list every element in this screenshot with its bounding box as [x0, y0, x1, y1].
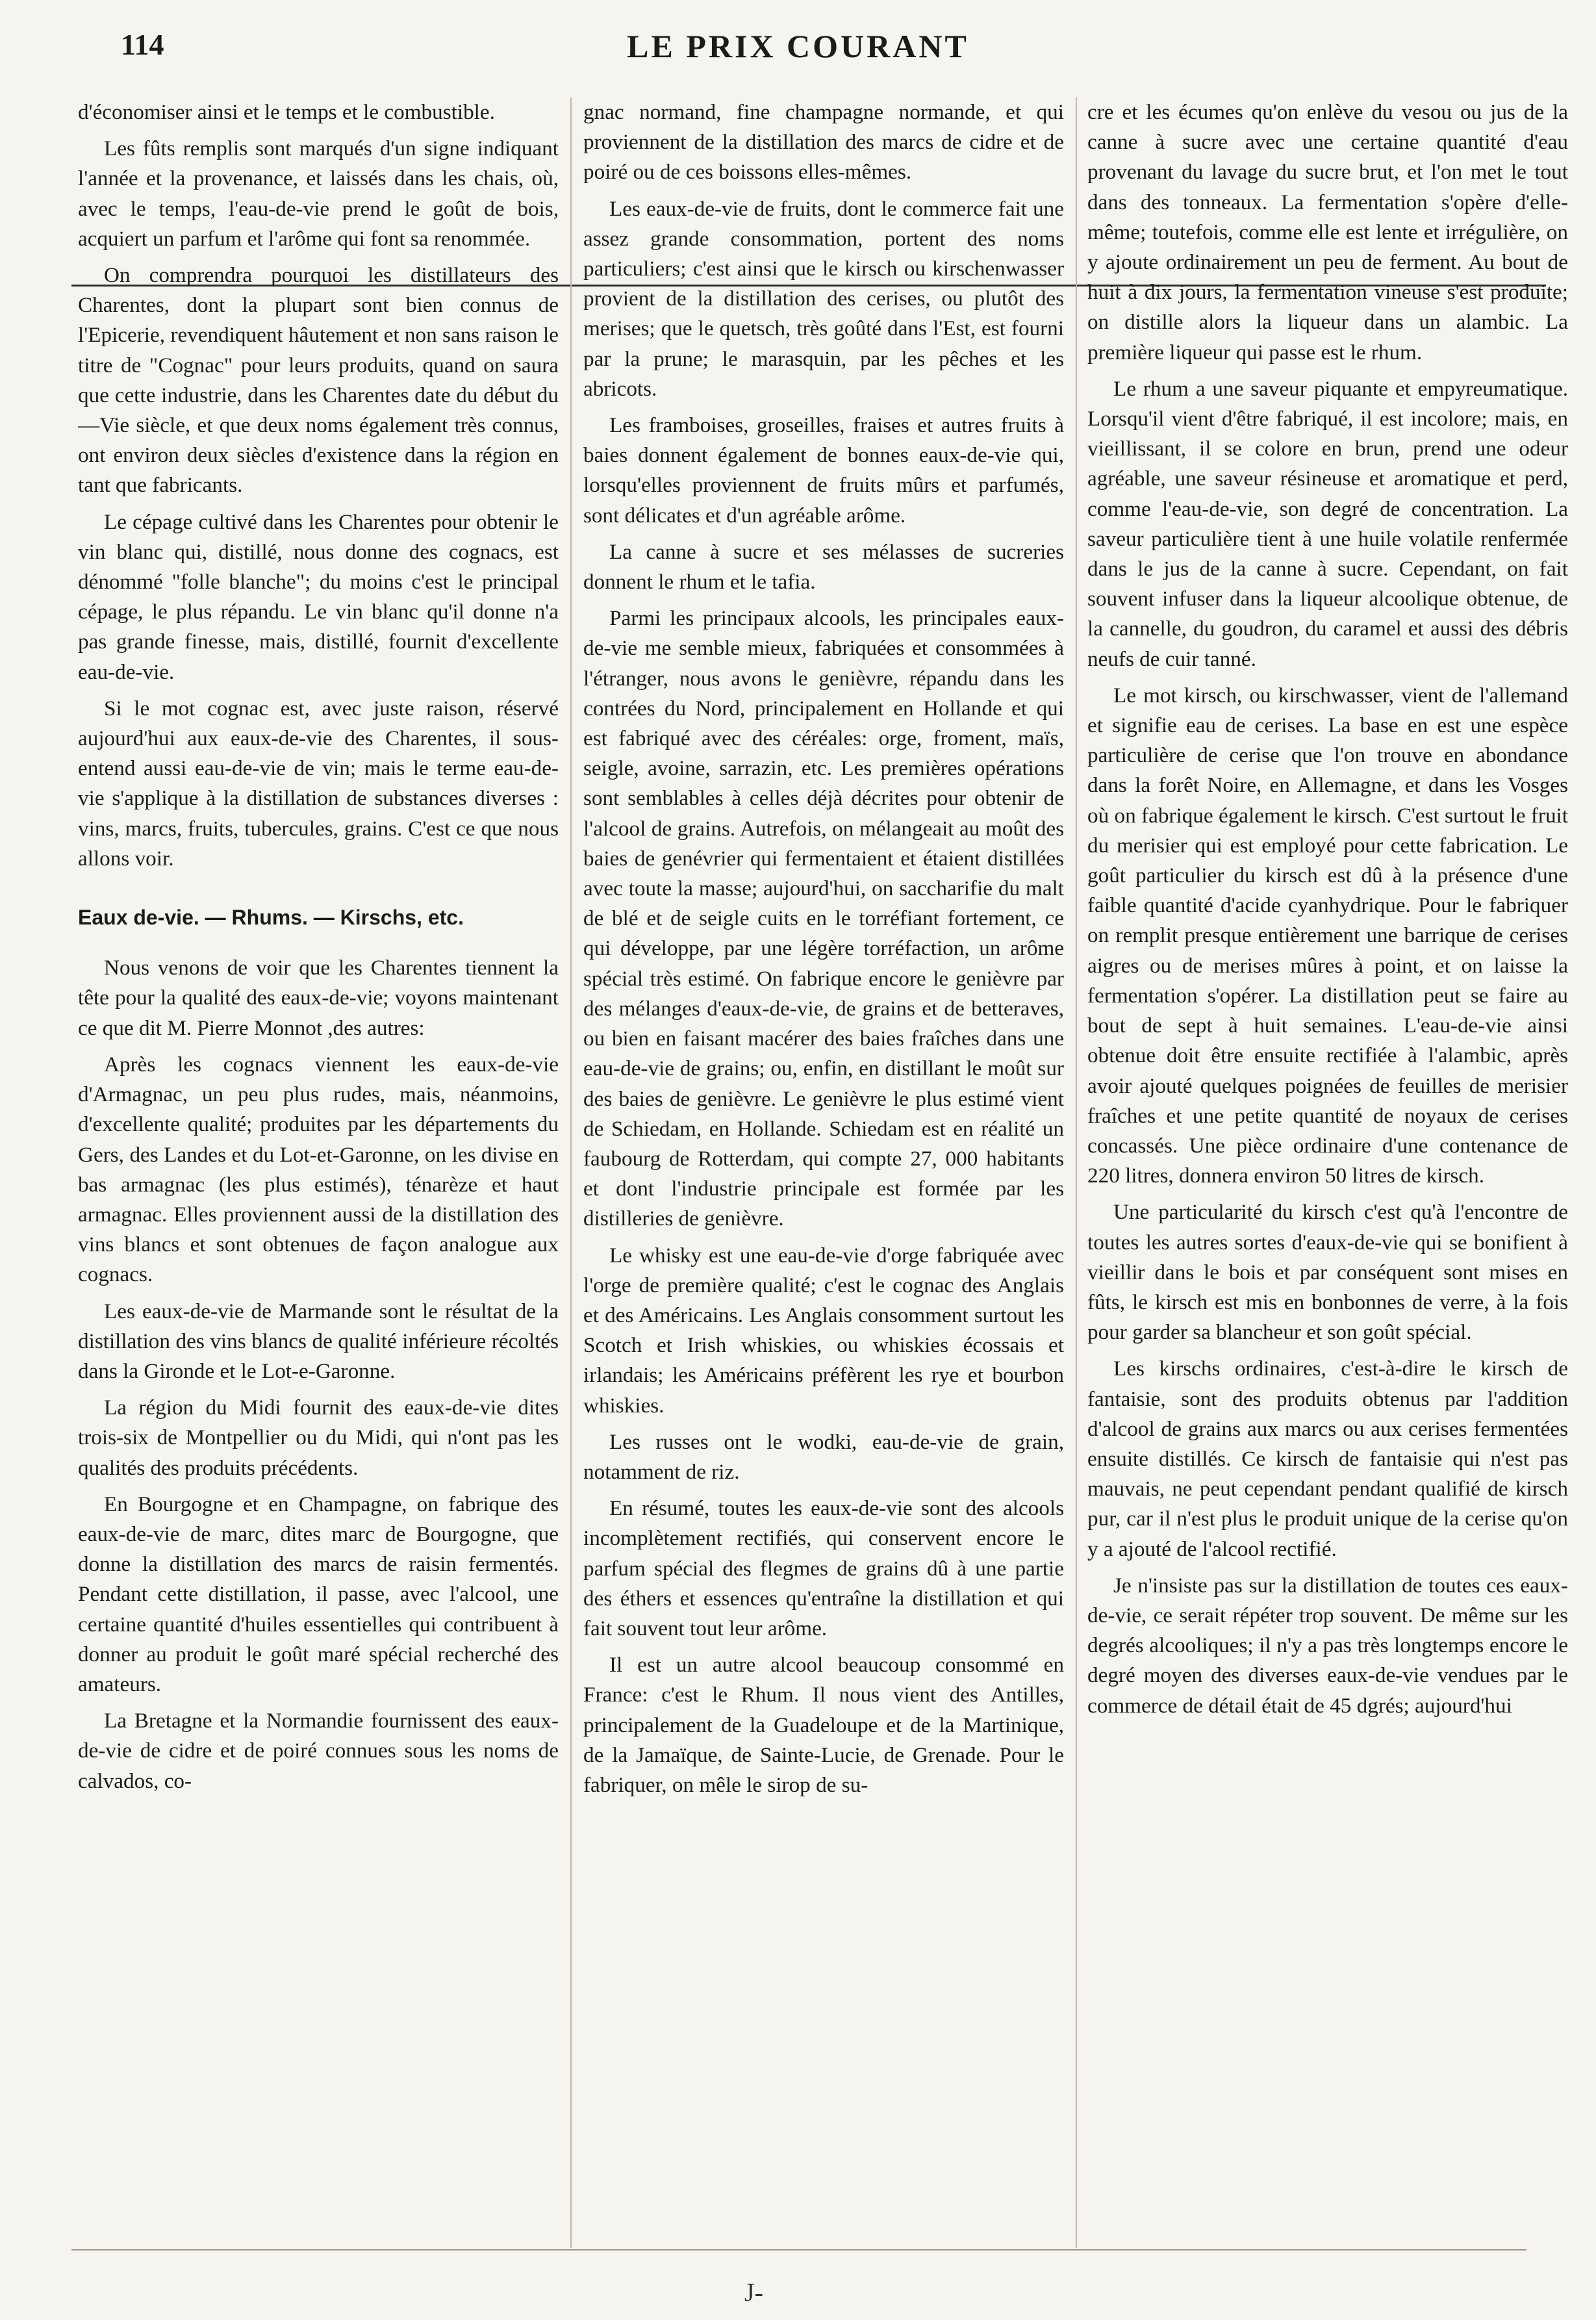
- paragraph: La canne à sucre et ses mélasses de sucreries donnent le rhum et le tafia.: [583, 539, 1064, 594]
- paragraph: Les fûts remplis sont marqués d'un signe indiquant l'année et la provenance, et laissés dans les chais, où, avec le temps, l'eau-de-vie prend le goût de bois, acquiert un parfum et l'arôme qui font sa renommée.: [78, 136, 559, 251]
- page-header: [0, 26, 1596, 84]
- column-2: [583, 97, 1064, 2248]
- section-heading: Eaux de-vie. — Rhums. — Kirschs, etc.: [78, 906, 464, 930]
- paragraph: Le whisky est une eau-de-vie d'orge fabriquée avec l'orge de première qualité; c'est le cognac des Anglais et des Américains. Les Anglais consomment surtout les Scotch et Irish whiskies, ou whiskies écossais et irlandais; les Américains préfèrent les rye et bourbon whiskies.: [583, 1243, 1064, 1418]
- paragraph: Les kirschs ordinaires, c'est-à-dire le kirsch de fantaisie, sont des produits obtenus par l'addition d'alcool de grains aux marcs ou aux cerises fermentées ensuite distillés. Ce kirsch de fantaisie qui n'est pas mauvais, ne peut cependant pendant qualifié de kirsch pur, car il n'est plus le produit unique de la cerise qu'on y a ajouté de l'alcool rectifié.: [1087, 1357, 1568, 1561]
- paragraph: Si le mot cognac est, avec juste raison, réservé aujourd'hui aux eaux-de-vie des Charentes, il sous-entend aussi eau-de-vie de vin; mais le terme eau-de-vie s'applique à la distillation de substances diverses : vins, marcs, fruits, tubercules, grains. C'est ce que nous allons voir.: [78, 696, 559, 871]
- paragraph: Le cépage cultivé dans les Charentes pour obtenir le vin blanc qui, distillé, nous donne des cognacs, est dénommé "folle blanche"; du moins c'est le principal cépage, le plus répandu. Le vin blanc qu'il donne n'a pas grande finesse, mais, distillé, fournit d'excellente eau-de-vie.: [78, 509, 559, 684]
- paragraph: Une particularité du kirsch c'est qu'à l'encontre de toutes les autres sortes d'eaux-de-vie qui se bonifient à vieillir dans le bois et par conséquent sont mises en fûts, le kirsch est mis en bonbonnes de verre, à la fois pour garder sa blancheur et son goût spécial.: [1087, 1200, 1568, 1345]
- column-1: [78, 97, 559, 2248]
- column-3: [1087, 97, 1568, 2248]
- paragraph: On comprendra pourquoi les distillateurs des Charentes, dont la plupart sont bien connus de l'Epicerie, revendiquent hâutement et non sans raison le titre de "Cognac" pour leurs produits, quand on saura que cette industrie, dans les Charentes date du début du —Vie siècle, et que deux noms également très connus, ont environ deux siècles d'existence dans la région en tant que fabricants.: [78, 263, 559, 498]
- paragraph: Les eaux-de-vie de fruits, dont le commerce fait une assez grande consommation, portent des noms particuliers; c'est ainsi que le kirsch ou kirschenwasser provient de la distillation des cerises, ou plutôt des merises; que le quetsch, très goûté dans l'Est, est fourni par la prune; le marasquin, par les pêches et les abricots.: [583, 196, 1064, 401]
- bottom-rule: [71, 2249, 1526, 2250]
- paragraph: Les framboises, groseilles, fraises et autres fruits à baies donnent également de bonnes eaux-de-vie qui, lorsqu'elles proviennent de fruits mûrs et parfumés, sont délicates et d'un agréable arôme.: [583, 413, 1064, 528]
- paragraph: En résumé, toutes les eaux-de-vie sont des alcools incomplètement rectifiés, qui conservent encore le parfum spécial des flegmes de grains dû à une partie des éthers et essences qu'entraîne la distillation et qui fait souvent tout leur arôme.: [583, 1496, 1064, 1640]
- running-title: LE PRIX COURANT: [627, 28, 969, 64]
- paragraph: Je n'insiste pas sur la distillation de toutes ces eaux-de-vie, ce serait répéter trop souvent. De même sur les degrés alcooliques; il n'y a pas très longtemps encore le degré moyen des diverses eaux-de-vie vendues par le commerce de détail était de 45 dgrés; aujourd'hui: [1087, 1573, 1568, 1718]
- paragraph: Après les cognacs viennent les eaux-de-vie d'Armagnac, un peu plus rudes, mais, néanmoins, d'excellente qualité; produites par les départements du Gers, des Landes et du Lot-et-Garonne, on les divise en bas armagnac (les plus estimés), ténarèze et haut armagnac. Elles proviennent aussi de la distillation des vins blancs et sont obtenues de façon analogue aux cognacs.: [78, 1052, 559, 1287]
- paragraph: Nous venons de voir que les Charentes tiennent la tête pour la qualité des eaux-de-vie; voyons maintenant ce que dit M. Pierre Monnot ,des autres:: [78, 956, 559, 1040]
- paragraph: La région du Midi fournit des eaux-de-vie dites trois-six de Montpellier ou du Midi, qui n'ont pas les qualités des produits précédents.: [78, 1396, 559, 1480]
- paragraph: En Bourgogne et en Champagne, on fabrique des eaux-de-vie de marc, dites marc de Bourgogne, que donne la distillation des marcs de raisin fermentés. Pendant cette distillation, il passe, avec l'alcool, une certaine quantité d'huiles essentielles qui contribuent à donner au produit le goût maré spécial recherché des amateurs.: [78, 1492, 559, 1696]
- paragraph: Parmi les principaux alcools, les principales eaux-de-vie me semble mieux, fabriquées et consommées à l'étranger, nous avons le genièvre, répandu dans les contrées du Nord, principalement en Hollande et qui est fabriqué avec des céréales: orge, froment, maïs, seigle, avoine, sarrazin, etc. Les premières opérations sont semblables à celles déjà décrites pour obtenir de l'alcool de grains. Autrefois, on mélangeait au moût des baies de genévrier qui fermentaient et étaient distillées avec toute la masse; aujourd'hui, on saccharifie du malt de blé et de seigle cuits en le torréfiant fortement, ce qui développe, par une légère torréfaction, un arôme spécial très estimé. On fabrique encore le genièvre par des mélanges d'eaux-de-vie, de grains et de betteraves, ou bien en faisant macérer des baies fraîches dans une eau-de-vie de grains; ou, enfin, en distillant le moût sur des baies de genièvre. Le genièvre le plus estimé vient de Schiedam, en Hollande. Schiedam est en réalité un faubourg de Rotterdam, qui compte 27, 000 habitants et dont l'industrie principale est formée par les distilleries de genièvre.: [583, 606, 1064, 1231]
- paragraph: cre et les écumes qu'on enlève du vesou ou jus de la canne à sucre avec une certaine quantité d'eau provenant du lavage du sucre brut, et l'on met le tout dans des tonneaux. La fermentation s'opère d'elle-même; toutefois, comme elle est lente et irrégulière, on y ajoute ordinairement un peu de ferment. Au bout de huit à dix jours, la fermentation vineuse s'est produite; on distille alors la liqueur dans un alambic. La première liqueur qui passe est le rhum.: [1087, 100, 1568, 364]
- paragraph: La Bretagne et la Normandie fournissent des eaux-de-vie de cidre et de poiré connues sous les noms de calvados, co-: [78, 1709, 559, 1793]
- page-number: 114: [121, 28, 164, 61]
- column-divider: [1076, 97, 1077, 2248]
- paragraph: Le rhum a une saveur piquante et empyreumatique. Lorsqu'il vient d'être fabriqué, il est incolore; mais, en vieillissant, il se colore en brun, prend une odeur agréable, une saveur résineuse et aromatique et perd, comme l'eau-de-vie, son degré de concentration. La saveur particulière tient à une huile volatile renfermée dans le jus de la canne à sucre. Cependant, on fait souvent infuser dans la liqueur alcoolique obtenue, de la cannelle, du goudron, du caramel et aussi des débris neufs de cuir tanné.: [1087, 376, 1568, 671]
- paragraph: d'économiser ainsi et le temps et le combustible.: [78, 100, 495, 124]
- paragraph: Les russes ont le wodki, eau-de-vie de grain, notamment de riz.: [583, 1429, 1064, 1484]
- column-divider: [570, 97, 572, 2248]
- paragraph: Le mot kirsch, ou kirschwasser, vient de l'allemand et signifie eau de cerises. La base en est une espèce particulière de cerise que l'on trouve en abondance dans la forêt Noire, en Allemagne, et dans les Vosges où on fabrique également le kirsch. C'est surtout le fruit du merisier qui est employé pour cette fabrication. Le goût particulier du kirsch est dû à la présence d'une faible quantité d'acide cyanhydrique. Pour le fabriquer on remplit presque entièrement une barrique de cerises aigres ou de merises mûres à point, et on laisse la fermentation s'opérer. La distillation peut se faire au bout de sept à huit semaines. L'eau-de-vie ainsi obtenue doit être ensuite rectifiée à l'alambic, après avoir ajouté quelques poignées de feuilles de merisier fraîches et une petite quantité de noyaux de cerises concassés. Une pièce ordinaire d'une contenance de 220 litres, donnera environ 50 litres de kirsch.: [1087, 683, 1568, 1188]
- paragraph: Il est un autre alcool beaucoup consommé en France: c'est le Rhum. Il nous vient des Antilles, principalement de la Guadeloupe et de la Martinique, de la Jamaïque, de Sainte-Lucie, de Grenade. Pour le fabriquer, on mêle le sirop de su-: [583, 1653, 1064, 1797]
- paragraph: Les eaux-de-vie de Marmande sont le résultat de la distillation des vins blancs de qualité inférieure récoltés dans la Gironde et le Lot-e-Garonne.: [78, 1299, 559, 1383]
- scan-mark: J-: [744, 2278, 763, 2307]
- paragraph: gnac normand, fine champagne normande, et qui proviennent de la distillation des marcs de cidre et de poiré ou de ces boissons elles-mêmes.: [583, 100, 1064, 185]
